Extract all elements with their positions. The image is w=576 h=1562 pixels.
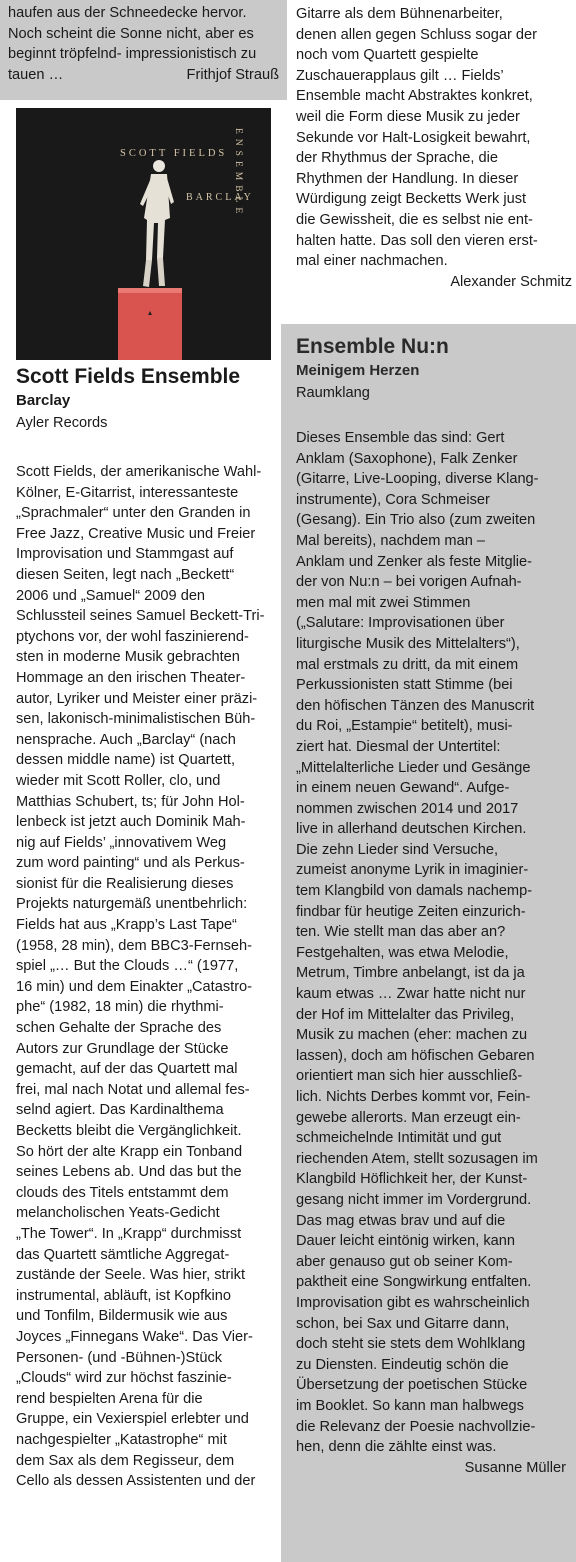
cover-album-text: BARCLAY: [186, 192, 254, 203]
review1-artist: Scott Fields Ensemble: [16, 365, 241, 388]
review2-body: [296, 428, 566, 1478]
cover-vertical-text: ENSEMBLE: [233, 128, 243, 219]
review1-header: [16, 364, 284, 434]
review1-text-left: Scott Fields, der amerikanische Wahl- Kölner, E-Gitarrist, interessanteste „Sprachmaler“ unter den Granden in Free Jazz, Creative Music und Freier Improvisation und Stammgast auf diesen Seiten, legt nach „Beckett“ 2006 und „Samuel“ 2009 den Schlussteil seines Samuel Beckett-Tri- ptychons vor, der wohl faszinierend- sten in moderne Musik gebrachten Hommage an den irischen Theater- autor, Lyriker und Meister einer präzi- sen, lakonisch-minimalistischen Büh- nensprache. Auch „Barclay“ (nach dessen middle name) ist Quartett, wieder mit Scott Roller, clo, und Matthias Schubert, ts; für John Hol- lenbeck ist jetzt auch Dominik Mah- nig auf Fields’ „innovativem Weg zum word painting“ und als Perkus- sionist für die Realisierung dieses Projekts naturgemäß unentbehrlich: Fields hat aus „Krapp’s Last Tape“ (1958, 28 min), dem BBC3-Fernseh- spiel „… But the Clouds …“ (1977, 16 min) und dem Einakter „Catastro- phe“ (1982, 18 min) die rhythmi- schen Gehalte der Sprache des Autors zur Grundlage der Stücke gemacht, auf der das Quartett mal frei, mal nach Notat und allemal fes- selnd agiert. Das Kardinalthema Becketts bleibt die Vergänglichkeit. So hört der alte Krapp ein Tonband seines Lebens ab. Und das but the clouds des Titels entstammt dem melancholischen Yeats-Gedicht „The Tower“. In „Krapp“ durchmisst das Quartett sämtliche Aggregat- zustände der Seele. Was hier, strikt instrumental, abläuft, ist Kopfkino und Tonfilm, Bildermusik wie aus Joyces „Finnegans Wake“. Das Vier- Personen- (und -Bühnen-)Stück „Clouds“ wird zur höchst faszinie- rend bespielten Arena für die Gruppe, ein Vexierspiel erlebter und nachgespielter „Katastrophe“ mit dem Sax als dem Regisseur, dem Cello als dessen Assistenten und der: [16, 464, 265, 1490]
review2-artist: Ensemble Nu:n: [296, 335, 449, 358]
cover-artist-text: SCOTT FIELDS: [120, 148, 228, 159]
previous-review-text: haufen aus der Schneedecke hervor. Noch scheint die Sonne nicht, aber es beginnt tröpfelnd- impressionistisch zu tauen …: [8, 5, 257, 83]
review2-author: Susanne Müller: [464, 1459, 566, 1476]
left-column: [0, 0, 287, 1562]
review1-author: Alexander Schmitz: [450, 273, 572, 290]
figure-head: [153, 160, 165, 172]
previous-review-author: Frithjof Strauß: [186, 66, 279, 83]
review2-label: Raumklang: [296, 385, 370, 401]
review2-text: Dieses Ensemble das sind: Gert Anklam (Saxophone), Falk Zenker (Gitarre, Live-Looping, diverse Klang- instrumente), Cora Schmeiser (Gesang). Ein Trio also (zum zweiten Mal bereits), nachdem man – Anklam und Zenker als feste Mitglie- der von Nu:n – bei vorigen Aufnah- men mal mit zwei Stimmen („Salutare: Improvisationen über liturgische Musik des Mittelalters“), mal erstmals zu dritt, da mit einem Perkussionisten statt Stimme (bei den höfischen Tänzen des Manuscrit du Roi, „Estampie“ betitelt), musi- ziert hat. Diesmal der Untertitel: „Mittelalterliche Lieder und Gesänge in einem neuen Gewand“. Aufge- nommen zwischen 2014 und 2017 live in allerhand deutschen Kirchen. Die zehn Lieder sind Versuche, zumeist anonyme Lyrik in imaginier- tem Klangbild von damals nachemp- findbar für heutige Zeiten einzurich- ten. Wie stellt man das aber an? Festgehalten, was etwa Melodie, Metrum, Timbre anbelangt, ist da ja kaum etwas … Zwar hatte nicht nur der Hof im Mittelalter das Privileg, Musik zu machen (eher: machen zu lassen), doch am höfischen Gebaren orientiert man sich hier ausschließ- lich. Nichts Derbes kommt vor, Fein- gewebe allerorts. Man erzeugt ein- schmeichelnde Intimität und gut riechenden Atem, stellt sozusagen im Klangbild Höflichkeit her, der Kunst- gesang nicht immer im Vordergrund. Das mag etwas brav und auf die Dauer leicht eintönig wirken, kann aber genauso gut ob seiner Kom- paktheit eine Songwirkung entfalten. Improvisation gibt es wahrscheinlich schon, bei Sax und Gitarre dann, doch steht sie stets dem Wohlklang zu Diensten. Eindeutig schön die Übersetzung der poetischen Stücke im Booklet. So kann man halbwegs die Relevanz der Poesie nachvollzie- hen, denn die zählte einst was.: [296, 430, 539, 1456]
previous-review-tail: [0, 0, 287, 100]
album-cover-art: [16, 108, 271, 360]
review2-box: [281, 324, 576, 1562]
review1-label: Ayler Records: [16, 415, 108, 431]
review1-body-left: [16, 462, 284, 1492]
pedestal-shape: [118, 288, 182, 360]
album-cover: [16, 108, 271, 360]
review1-body-right: [296, 4, 572, 292]
review1-album: Barclay: [16, 392, 71, 409]
review1-text-right: Gitarre als dem Bühnenarbeiter, denen allen gegen Schluss sogar der noch vom Quartett gespielte Zuschauerapplaus gilt … Fields’ Ensemble macht Abstraktes konkret, weil die Form diese Musik zu jeder Sekunde vor Halt-Losigkeit bewahrt, der Rhythmus der Sprache, die Rhythmen der Handlung. In dieser Würdigung zeigt Becketts Werk just die Gewissheit, die es selbst nie ent- halten hatte. Das soll den vieren erst- mal einer nachmachen.: [296, 6, 538, 270]
review2-album: Meinigem Herzen: [296, 362, 420, 379]
